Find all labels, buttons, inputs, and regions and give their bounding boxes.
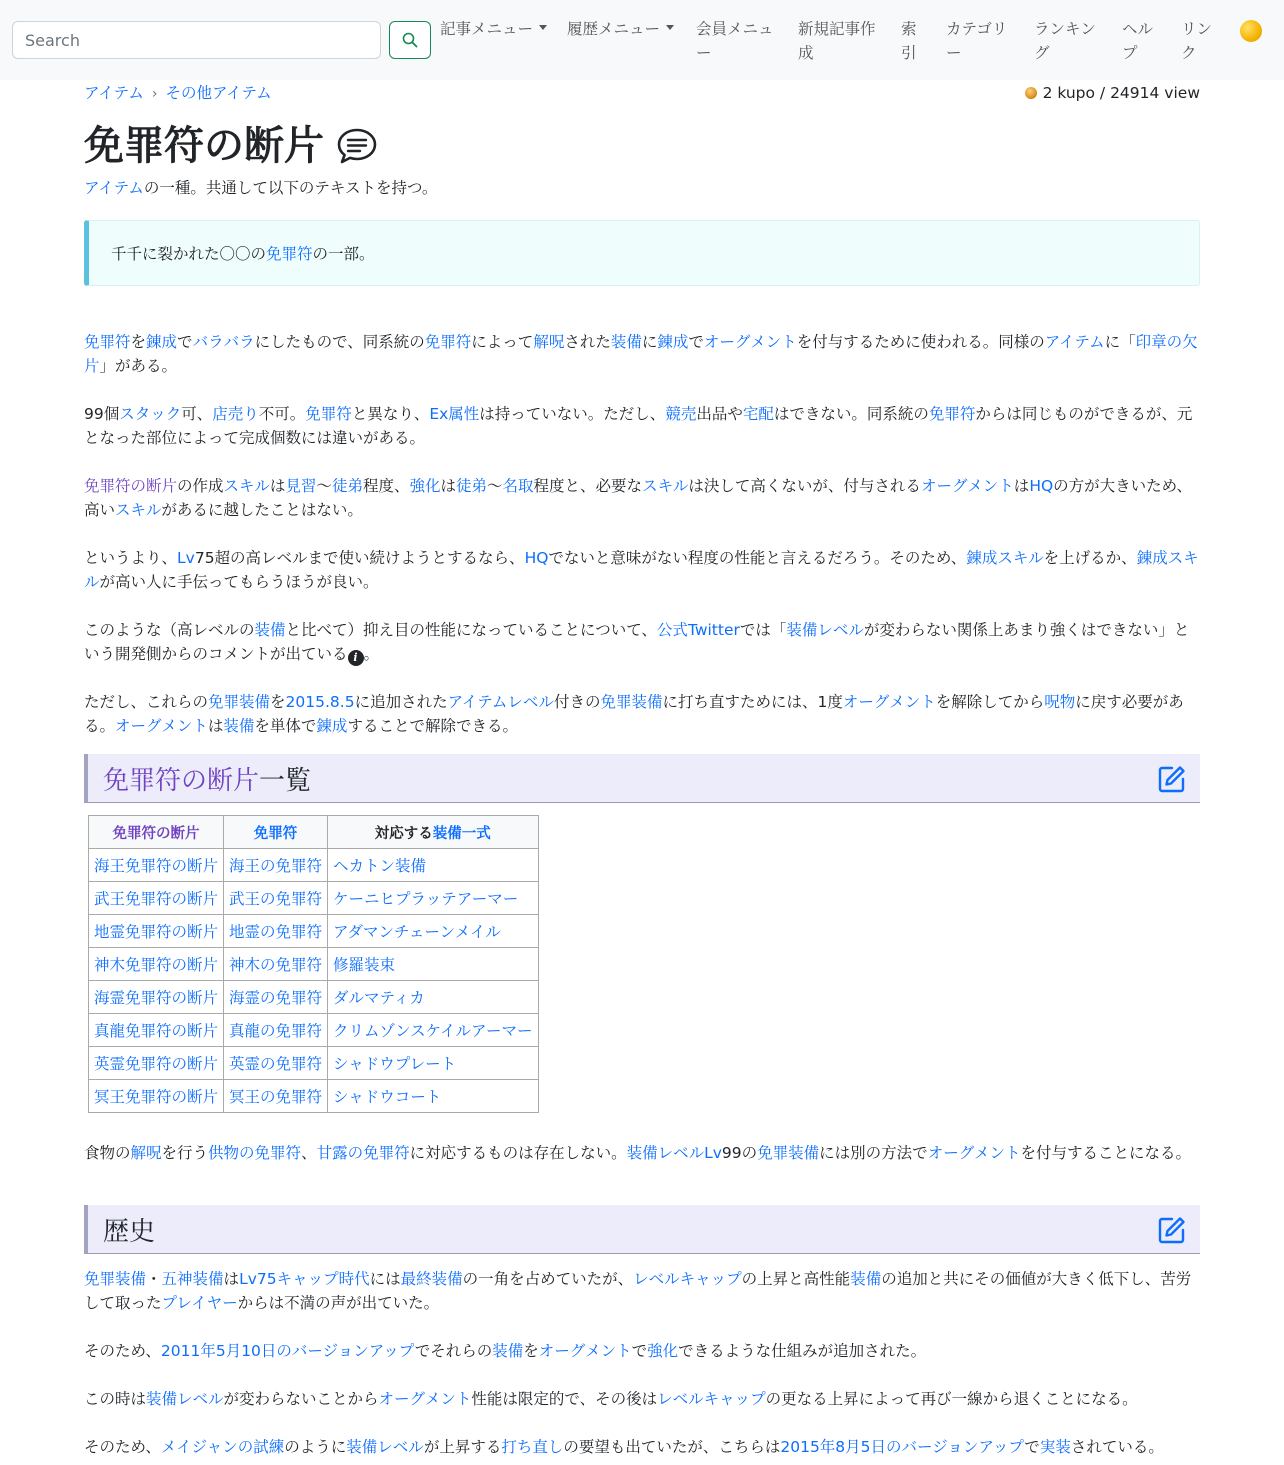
inline-link[interactable]: レベルキャップ — [657, 1390, 766, 1408]
nav-index[interactable]: 索 引 — [901, 20, 917, 62]
inline-link[interactable]: 甘露の免罪符 — [316, 1144, 410, 1162]
inline-link[interactable]: 名取 — [502, 477, 534, 495]
inline-link[interactable]: 最終装備 — [400, 1270, 463, 1288]
table-cell — [224, 1014, 328, 1047]
text-run: 不可。 — [258, 405, 306, 423]
table-row — [89, 915, 539, 948]
table-cell-link[interactable]: ケーニヒプラッテアーマー — [333, 890, 519, 908]
paragraph — [84, 1435, 1200, 1459]
table-cell — [224, 849, 328, 882]
inline-link[interactable]: 錬成 — [316, 717, 348, 735]
search-input[interactable] — [12, 21, 381, 59]
text-run: というより、 — [84, 549, 178, 567]
text-run: できるような仕組みが追加された。 — [678, 1342, 927, 1360]
inline-link[interactable]: レベルキャップ — [633, 1270, 742, 1288]
text-run: を単体で — [254, 717, 317, 735]
table-row — [89, 1047, 539, 1080]
section-heading-history — [84, 1205, 1200, 1254]
inline-link[interactable]: オーグメント — [538, 1342, 632, 1360]
table-cell — [224, 1080, 328, 1113]
inline-link[interactable]: 打ち直し — [501, 1438, 564, 1456]
fragment-table — [88, 815, 539, 1113]
table-cell — [89, 981, 224, 1014]
text-run: 食物の — [84, 1144, 131, 1162]
inline-link[interactable]: メイジャンの試練 — [160, 1438, 285, 1456]
text-run: には — [369, 1270, 401, 1288]
text-run: に戻す必要がある。 — [84, 693, 1184, 735]
page-stats: 2 kupo / 24914 view — [1025, 80, 1200, 106]
inline-link[interactable]: 強化 — [409, 477, 441, 495]
inline-link[interactable]: 徒弟 — [456, 477, 488, 495]
table-cell — [224, 882, 328, 915]
inline-link[interactable]: 錬成 — [146, 333, 178, 351]
column-header — [328, 816, 539, 849]
inline-link[interactable]: 装備一式 — [432, 825, 491, 842]
text-run: を行う — [161, 1144, 209, 1162]
inline-link[interactable]: 免罪符 — [253, 825, 298, 842]
text-run: によって — [471, 333, 534, 351]
table-cell — [328, 981, 539, 1014]
search-icon — [402, 32, 418, 48]
text-run: の更なる上昇によって再び一線から退くことになる。 — [765, 1390, 1138, 1408]
paragraph — [84, 1267, 1200, 1315]
inline-link[interactable]: 免罪装備 — [600, 693, 663, 711]
nav-help[interactable]: ヘル プ — [1122, 20, 1154, 62]
text-run: のように — [284, 1438, 347, 1456]
table-cell-link[interactable]: ダルマティカ — [333, 989, 425, 1007]
text-run: に対応するものは存在しない。 — [409, 1144, 627, 1162]
text-run: 対応する — [374, 825, 433, 842]
text-run: 程度、 — [362, 477, 410, 495]
inline-link[interactable]: 実装 — [1039, 1438, 1071, 1456]
top-navbar — [0, 0, 1284, 80]
inline-link[interactable]: 免罪符 — [305, 405, 352, 423]
text-run: にしたもので、同系統の — [254, 333, 425, 351]
inline-link[interactable]: アイテムレベル — [447, 693, 554, 711]
inline-link[interactable]: 店売り — [212, 405, 259, 423]
text-run: で — [631, 1342, 648, 1360]
inline-link[interactable]: 免罪符 — [84, 333, 131, 351]
text-run: を — [130, 333, 147, 351]
inline-link[interactable]: 2015年8月5日のバージョンアップ — [780, 1438, 1025, 1456]
inline-link[interactable]: 装備レベル — [146, 1390, 224, 1408]
text-run: と比べて）抑え目の性能になっていることについて、 — [285, 621, 657, 639]
table-cell-link[interactable]: 真龍免罪符の断片 — [94, 1022, 219, 1040]
text-run: に追加された — [354, 693, 448, 711]
section-heading-list — [84, 754, 1200, 803]
text-run: の要望も出ていたが、こちらは — [563, 1438, 781, 1456]
inline-link[interactable]: Lv75キャップ時代 — [239, 1270, 370, 1288]
inline-link[interactable]: HQ — [524, 549, 549, 567]
table-cell-link[interactable]: 地霊の免罪符 — [229, 923, 323, 941]
table-cell — [328, 1014, 539, 1047]
table-cell — [89, 948, 224, 981]
breadcrumb — [84, 80, 272, 106]
inline-link[interactable]: 装備 — [492, 1342, 524, 1360]
paragraph — [84, 1141, 1200, 1165]
comment-icon[interactable] — [336, 126, 378, 166]
inline-link[interactable]: Lv — [177, 549, 195, 567]
inline-link[interactable]: オーグメント — [842, 693, 936, 711]
text-run: が変わらない関係上あまり強くはできない」という開発側からのコメントが出ている — [84, 621, 1190, 663]
table-header-row — [89, 816, 539, 849]
inline-link[interactable]: 免罪符 — [266, 245, 313, 263]
text-run: は — [440, 477, 456, 495]
inline-link[interactable]: アイテム — [84, 179, 144, 197]
table-cell-link[interactable]: シャドウプレート — [333, 1055, 457, 1073]
caret-down-icon — [666, 25, 674, 30]
nav-link[interactable]: リン ク — [1181, 20, 1213, 62]
text-run: このような（高レベルの — [84, 621, 255, 639]
text-run: 」がある。 — [99, 357, 178, 375]
text-run: の追加と共にその価値が大きく低下し、苦労して取った — [84, 1270, 1192, 1312]
text-run: を付与することになる。 — [1020, 1144, 1192, 1162]
table-cell — [89, 882, 224, 915]
search-button[interactable] — [389, 21, 431, 59]
inline-link[interactable]: オーグメント — [115, 717, 208, 735]
nav-category[interactable]: カテゴリ ー — [946, 20, 1008, 62]
inline-link[interactable]: 呪物 — [1044, 693, 1076, 711]
nav-member-menu[interactable]: 会員メニュ ー — [696, 20, 774, 62]
table-cell-link[interactable]: 神木免罪符の断片 — [94, 956, 219, 974]
text-run: の一部。 — [312, 245, 375, 263]
text-run: 性能は限定的で、その後は — [471, 1390, 658, 1408]
text-run: 99個 — [84, 405, 120, 423]
text-run: 可、 — [181, 405, 213, 423]
inline-link[interactable]: 印章の欠片 — [84, 333, 1198, 375]
table-cell — [89, 1047, 224, 1080]
text-run: に「 — [1104, 333, 1136, 351]
table-row — [89, 1014, 539, 1047]
text-run: 程度と、必要な — [533, 477, 643, 495]
table-cell-link[interactable]: 海王免罪符の断片 — [94, 857, 219, 875]
table-cell — [224, 915, 328, 948]
table-cell — [89, 1080, 224, 1113]
inline-link[interactable]: 装備 — [223, 717, 255, 735]
table-cell-link[interactable]: 英霊免罪符の断片 — [94, 1055, 219, 1073]
table-cell — [224, 981, 328, 1014]
table-cell-link[interactable]: 神木の免罪符 — [229, 956, 323, 974]
text-run: は — [223, 1270, 240, 1288]
text-run: 歴史 — [103, 1216, 156, 1247]
text-run: 付きの — [553, 693, 601, 711]
inline-link[interactable]: 免罪装備 — [757, 1144, 820, 1162]
text-run: を解除してから — [935, 693, 1045, 711]
table-cell-link[interactable]: 武王免罪符の断片 — [94, 890, 219, 908]
text-run: することで解除できる。 — [347, 717, 518, 735]
table-cell-link[interactable]: 真龍の免罪符 — [229, 1022, 323, 1040]
text-run: で — [688, 333, 704, 351]
text-run: を — [270, 693, 286, 711]
table-row — [89, 981, 539, 1014]
paragraph — [84, 330, 1200, 378]
item-description-callout — [84, 220, 1200, 286]
table-cell-link[interactable]: 修羅装束 — [333, 956, 396, 974]
paragraph — [84, 618, 1200, 666]
column-header — [89, 816, 224, 849]
inline-link[interactable]: 競売 — [665, 405, 697, 423]
text-run: には別の方法で — [819, 1144, 928, 1162]
text-run: そのため、 — [84, 1438, 161, 1456]
table-row — [89, 849, 539, 882]
table-cell — [89, 915, 224, 948]
nav-new-article[interactable]: 新規記事作 成 — [798, 20, 876, 62]
table-cell — [328, 915, 539, 948]
inline-link[interactable]: 装備 — [254, 621, 286, 639]
text-run: では「 — [739, 621, 787, 639]
inline-link[interactable]: 公式Twitter — [656, 621, 740, 639]
text-run: された — [564, 333, 611, 351]
text-run: で — [1024, 1438, 1040, 1456]
table-cell-link[interactable]: アダマンチェーンメイル — [333, 923, 501, 941]
table-cell-link[interactable]: 武王の免罪符 — [229, 890, 323, 908]
table-cell-link[interactable]: 海王の免罪符 — [229, 857, 323, 875]
inline-link[interactable]: オーグメント — [920, 477, 1014, 495]
table-cell — [328, 948, 539, 981]
text-run: の上昇と高性能 — [741, 1270, 851, 1288]
inline-link[interactable]: 免罪符 — [424, 333, 472, 351]
chevron-right-icon: › — [151, 86, 158, 102]
text-run: は — [1013, 477, 1030, 495]
table-cell-link[interactable]: 海霊免罪符の断片 — [94, 989, 219, 1007]
inline-link[interactable]: 免罪符の断片 — [84, 477, 178, 495]
text-run: からは不満の声が出ていた。 — [237, 1294, 440, 1312]
text-run: 一覧 — [259, 765, 312, 796]
text-run: 。 — [363, 645, 380, 663]
inline-link[interactable]: スキル — [115, 501, 162, 519]
text-run: そのため、 — [84, 1342, 161, 1360]
inline-link[interactable]: 免罪装備 — [208, 693, 271, 711]
text-run: の作成 — [177, 477, 224, 495]
inline-link[interactable]: スタック — [119, 405, 182, 423]
inline-link[interactable]: 2011年5月10日のバージョンアップ — [160, 1342, 415, 1360]
nav-history-menu[interactable]: 履歴メニュー — [567, 17, 674, 41]
table-cell — [89, 1014, 224, 1047]
text-run: に — [641, 333, 658, 351]
text-run: に打ち直すためには、1度 — [662, 693, 843, 711]
text-run: が上昇する — [423, 1438, 502, 1456]
inline-link[interactable]: 錬成 — [657, 333, 689, 351]
inline-link[interactable]: 錬成スキル — [966, 549, 1044, 567]
table-cell — [89, 849, 224, 882]
page-title: 免罪符の断片 — [84, 120, 378, 172]
edit-icon[interactable] — [1158, 1216, 1186, 1251]
table-cell — [224, 1047, 328, 1080]
inline-link[interactable]: オーグメント — [703, 333, 797, 351]
text-run: この時は — [84, 1390, 147, 1408]
inline-link[interactable]: スキル — [223, 477, 270, 495]
text-run: は — [269, 477, 286, 495]
inline-link[interactable]: 供物の免罪符 — [208, 1144, 302, 1162]
paragraph — [84, 1387, 1200, 1411]
inline-link[interactable]: 免罪符の断片 — [103, 765, 260, 796]
paragraph — [84, 546, 1200, 594]
inline-link[interactable]: 装備 — [850, 1270, 882, 1288]
table-cell-link[interactable]: 英霊の免罪符 — [229, 1055, 323, 1073]
table-cell-link[interactable]: クリムゾンスケイルアーマー — [333, 1022, 533, 1040]
inline-link[interactable]: オーグメント — [927, 1144, 1021, 1162]
inline-link[interactable]: 宅配 — [742, 405, 774, 423]
user-coin-icon[interactable] — [1240, 20, 1262, 42]
text-run: 〜 — [316, 477, 332, 495]
text-run: で — [177, 333, 193, 351]
text-run: 千千に裂かれた〇〇の — [111, 245, 267, 263]
kupo-icon — [1025, 87, 1037, 99]
table-cell — [328, 882, 539, 915]
text-run: と異なり、 — [351, 405, 430, 423]
text-run: ・ — [146, 1270, 162, 1288]
text-run: の一角を占めていたが、 — [462, 1270, 634, 1288]
inline-link[interactable]: プレイヤー — [161, 1294, 238, 1312]
inline-link[interactable]: 装備 — [610, 333, 642, 351]
table-cell-link[interactable]: 海霊の免罪符 — [229, 989, 323, 1007]
text-run: 75超の高レベルまで使い続けようとするなら、 — [194, 549, 525, 567]
text-run: の一種。共通して以下のテキストを持つ。 — [143, 179, 438, 197]
text-run: は — [207, 717, 224, 735]
inline-link[interactable]: 免罪符の断片 — [112, 825, 200, 842]
inline-link[interactable]: 強化 — [647, 1342, 679, 1360]
text-run: を付与するために使われる。同様の — [796, 333, 1045, 351]
paragraph — [84, 402, 1200, 450]
table-cell-link[interactable]: ヘカトン装備 — [333, 857, 427, 875]
inline-link[interactable]: 錬成スキル — [84, 549, 1199, 591]
inline-link[interactable]: 2015.8.5 — [285, 693, 355, 711]
paragraph — [84, 474, 1200, 522]
inline-link[interactable]: オーグメント — [378, 1390, 472, 1408]
inline-link[interactable]: 装備レベル — [346, 1438, 424, 1456]
table-cell-link[interactable]: 冥王免罪符の断片 — [94, 1088, 219, 1106]
inline-link[interactable]: 解呪 — [533, 333, 565, 351]
paragraph — [84, 1339, 1200, 1363]
nav-ranking[interactable]: ランキン グ — [1034, 20, 1096, 62]
text-run: は決して高くないが、付与される — [688, 477, 921, 495]
table-cell — [328, 1047, 539, 1080]
inline-link[interactable]: バラバラ — [192, 333, 255, 351]
edit-icon[interactable] — [1158, 765, 1186, 800]
table-cell — [328, 1080, 539, 1113]
inline-link[interactable]: アイテム — [1044, 333, 1105, 351]
table-cell — [328, 849, 539, 882]
table-row — [89, 882, 539, 915]
text-run: の方が大きいため、高い — [84, 477, 1193, 519]
info-icon[interactable]: i — [348, 650, 364, 666]
text-run: を上げるか、 — [1043, 549, 1137, 567]
text-run: が変わらないことから — [223, 1390, 379, 1408]
text-run: されている。 — [1070, 1438, 1164, 1456]
inline-link[interactable]: 五神装備 — [161, 1270, 224, 1288]
paragraph — [84, 690, 1200, 738]
inline-link[interactable]: 見習 — [285, 477, 317, 495]
breadcrumb-item[interactable]: アイテム — [84, 84, 144, 102]
inline-link[interactable]: HQ — [1029, 477, 1054, 495]
nav-article-menu[interactable]: 記事メニュー — [440, 17, 547, 41]
lead-text — [84, 176, 437, 200]
column-header — [224, 816, 328, 849]
table-row — [89, 1080, 539, 1113]
text-run: が高い人に手伝ってもらうほうが良い。 — [99, 573, 379, 591]
breadcrumb-item[interactable]: その他アイテム — [165, 84, 272, 102]
text-run: ただし、これらの — [84, 693, 209, 711]
text-run: でないと意味がない程度の性能と言えるだろう。そのため、 — [548, 549, 967, 567]
text-run: からは同じものができるが、元となった部位によって完成個数には違いがある。 — [84, 405, 1193, 447]
text-run: 〜 — [487, 477, 503, 495]
text-run: を — [523, 1342, 539, 1360]
table-cell-link[interactable]: 冥王の免罪符 — [229, 1088, 323, 1106]
table-row — [89, 948, 539, 981]
inline-link[interactable]: 免罪符 — [928, 405, 976, 423]
text-run: はできない。同系統の — [773, 405, 929, 423]
text-run: 99の — [721, 1144, 758, 1162]
table-cell-link[interactable]: シャドウコート — [333, 1088, 442, 1106]
text-run: があるに越したことはない。 — [161, 501, 363, 519]
text-run: 、 — [301, 1144, 317, 1162]
caret-down-icon — [539, 25, 547, 30]
text-run: 出品や — [696, 405, 743, 423]
inline-link[interactable]: 装備レベルLv — [626, 1144, 722, 1162]
text-run: でそれらの — [414, 1342, 493, 1360]
inline-link[interactable]: スキル — [642, 477, 689, 495]
inline-link[interactable]: Ex属性 — [429, 405, 480, 423]
inline-link[interactable]: 装備レベル — [786, 621, 864, 639]
text-run: は持っていない。ただし、 — [479, 405, 666, 423]
table-cell-link[interactable]: 地霊免罪符の断片 — [94, 923, 219, 941]
inline-link[interactable]: 徒弟 — [331, 477, 363, 495]
table-cell — [224, 948, 328, 981]
inline-link[interactable]: 免罪装備 — [84, 1270, 147, 1288]
inline-link[interactable]: 解呪 — [130, 1144, 162, 1162]
